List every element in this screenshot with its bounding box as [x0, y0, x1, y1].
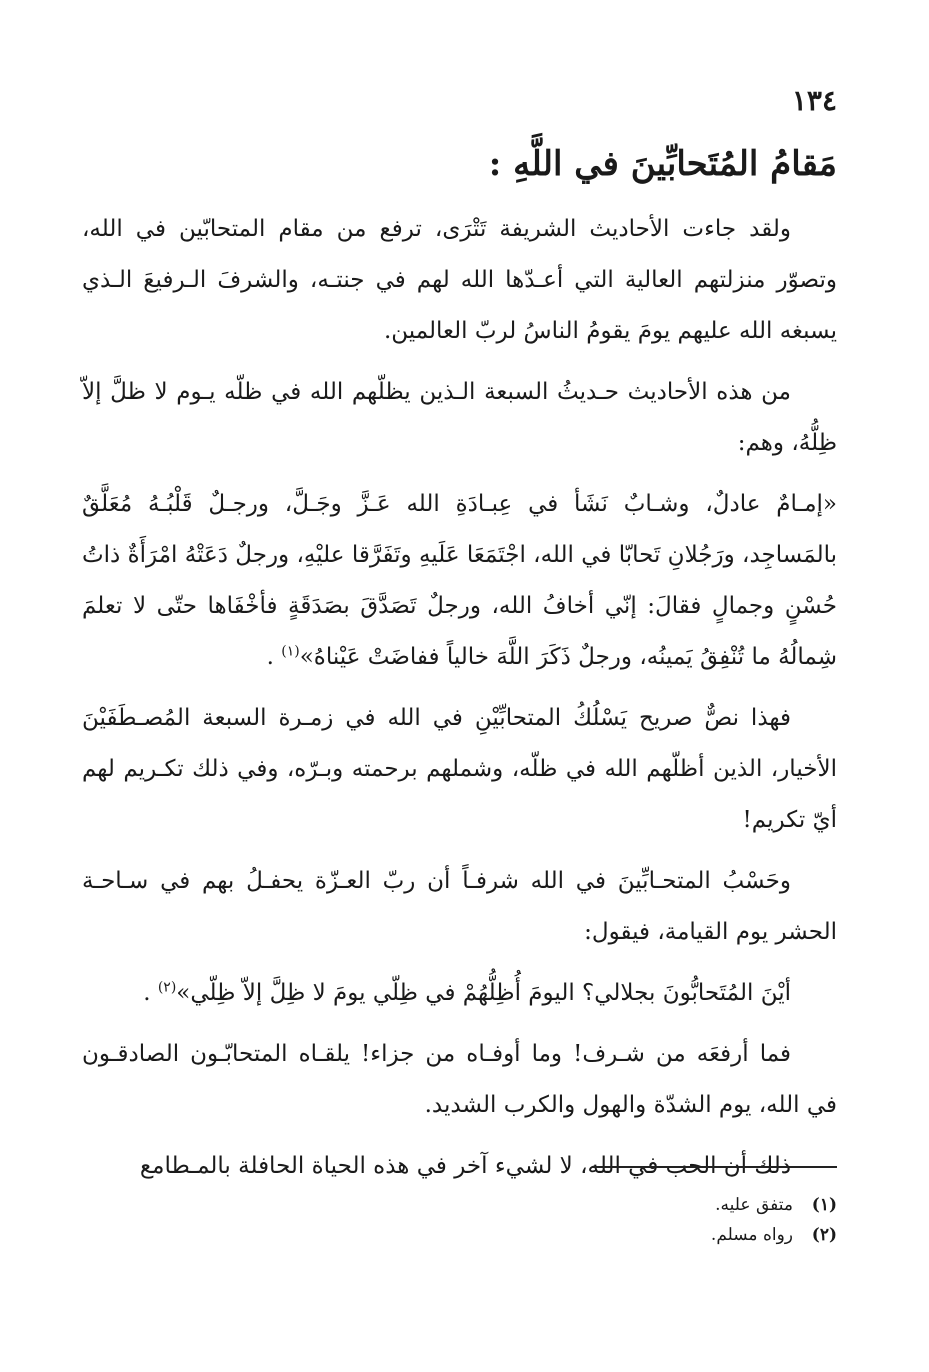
- qudsi-end: .: [143, 980, 158, 1006]
- page-number: ١٣٤: [791, 84, 837, 117]
- section-heading: مَقامُ المُتَحابِّينَ في اللَّهِ :: [488, 144, 837, 184]
- paragraph-seven: من هذه الأحاديث حـديثُ السبعة الـذين يظلّهم الله في ظلّه يـوم لا ظلَّ إلاّ ظِلُّهُ، وهم:: [82, 379, 837, 456]
- footnote-2: [711, 1220, 837, 1250]
- hadith-quote: [82, 479, 837, 683]
- paragraph-explicit-text: فهذا نصٌّ صريح يَسْلُكُ المتحابِّيْنِ في الله في زمـرة السبعة المُصـطَفَيْنَ الأخيار، الذين أظلّهم الله في ظلّه، وشملهم برحمته وبـرّه، وفي ذلك تكـريم لهم أيّ تكريم!: [82, 705, 837, 833]
- footnote-ref-2: (٢): [157, 979, 177, 996]
- hadith-end: .: [266, 644, 282, 670]
- paragraph-intro: ولقد جاءت الأحاديث الشريفة تَتْرَى، ترفع من مقام المتحابّين في الله، وتصوّر منزلتهم العالية التي أعـدّها الله لهم في جنتـه، والشرفَ الـرفيعَ الـذي يسبغه الله عليهم يومَ يقومُ الناسُ لربّ العالمين.: [82, 216, 837, 344]
- footnote-ref-1: (١): [281, 643, 300, 660]
- qudsi-text: أيْنَ المُتَحابُّونَ بجلالي؟ اليومَ أُظِلُّهُمْ في ظِلّي يومَ لا ظِلَّ إلاّ ظِلّي»: [176, 980, 791, 1006]
- qudsi-quote: [82, 968, 837, 1019]
- body-text: [82, 204, 837, 1202]
- footnote-divider: [592, 1166, 837, 1168]
- paragraph-honor: وحَسْبُ المتحـابِّينَ في الله شرفـاً أن ربّ العـزّة يحفـلُ بهم في سـاحـة الحشر يوم القيامة، فيقول:: [82, 868, 837, 945]
- footnote-number: (٢): [811, 1225, 837, 1245]
- hadith-text: «إمـامٌ عادلٌ، وشـابٌ نَشَأ في عِبـادَةِ الله عَـزَّ وجَـلَّ، ورجـلٌ قَلْبُـهُ مُعَلَّقٌ بالمَساجِد، ورَجُلانِ تَحابّا في الله، اجْتَمَعَا عَلَيهِ وتَفَرَّقا عليْهِ، ورجلٌ دَعَتْهُ امْرَأَةٌ ذاتُ حُسْنٍ وجمالٍ فقالَ: إنّي أخافُ الله، ورجلٌ تَصَدَّقَ بصَدَقَةٍ فأخْفَاها حتّى لا تعلمَ شِمالُهُ ما تُنْفِقُ يَمينُه، ورجلٌ ذَكَرَ اللَّهَ خالياً ففاضَتْ عَيْناهُ»: [82, 491, 837, 670]
- footnote-text: رواه مسلم.: [710, 1225, 793, 1245]
- paragraph-reward: فما أرفعَه من شـرف! وما أوفـاه من جزاء! يلقـاه المتحابّـون الصادقـون في الله، يوم الشدّة والهول والكرب الشديد.: [82, 1041, 837, 1118]
- footnotes: [711, 1190, 837, 1250]
- paragraph-love: ذلك أن الحب في الله، لا لشيء آخر في هذه الحياة الحافلة بالمـطامع: [139, 1153, 791, 1179]
- footnote-text: متفق عليه.: [715, 1195, 793, 1215]
- footnote-1: [711, 1190, 837, 1220]
- footnote-number: (١): [811, 1195, 837, 1215]
